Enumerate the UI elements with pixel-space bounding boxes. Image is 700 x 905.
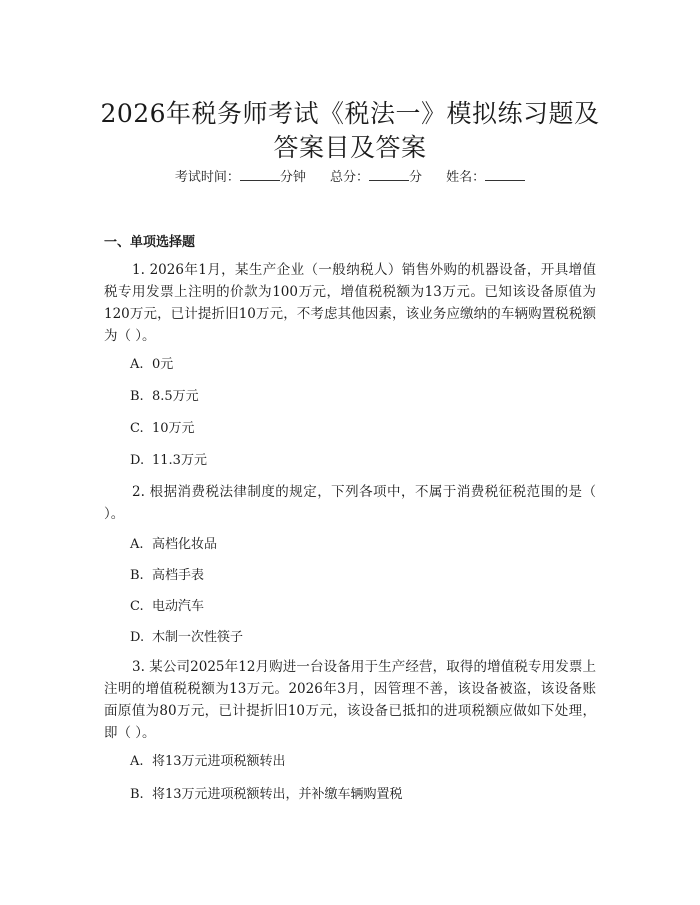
question-1: 1. 2026年1月，某生产企业（一般纳税人）销售外购的机器设备，开具增值税专用发票上注明的价款为100万元，增值税税额为13万元。已知该设备原值为120万元，已计提折旧10万元，不考虑其他因素，该业务应缴纳的车辆购置税税额为（ ）。 [104,262,596,344]
student-name-label: 姓名： [446,170,486,185]
question-1-option-a [130,356,173,374]
total-score-unit: 分 [409,170,423,185]
option-letter: C. [130,599,144,614]
option-letter: A. [130,754,144,769]
option-letter: A. [130,537,144,552]
option-letter: D. [130,630,145,645]
option-text: 0元 [152,357,174,372]
question-2: 2. 根据消费税法律制度的规定，下列各项中，不属于消费税征税范围的是（ ）。 [104,484,596,522]
student-name [446,168,525,187]
exam-time [175,168,306,187]
option-text: 将13万元进项税额转出 [152,754,286,769]
section-title: 一、单项选择题 [104,235,196,250]
question-2-option-b [130,567,204,585]
option-letter: A. [130,357,144,372]
option-letter: B. [130,389,144,404]
option-text: 8.5万元 [152,389,199,404]
student-name-blank [485,168,525,181]
exam-time-blank [240,168,280,181]
option-letter: B. [130,568,144,583]
question-3-option-a [130,753,286,771]
question-1-option-c [130,420,195,438]
option-text: 11.3万元 [152,453,207,468]
exam-meta [0,168,700,187]
option-text: 高档化妆品 [152,537,218,552]
option-text: 10万元 [152,421,195,436]
option-text: 木制一次性筷子 [152,630,244,645]
question-2-option-a [130,536,217,554]
total-score-label: 总分： [329,170,369,185]
question-1-option-d [130,452,207,470]
question-1-option-b [130,388,199,406]
option-letter: C. [130,421,144,436]
exam-time-unit: 分钟 [279,170,306,185]
page-title [60,97,640,165]
option-text: 将13万元进项税额转出，并补缴车辆购置税 [152,787,403,802]
question-2-option-c [130,598,204,616]
option-text: 高档手表 [152,568,205,583]
option-letter: B. [130,787,144,802]
option-text: 电动汽车 [152,599,205,614]
title-line-1: 2026年税务师考试《税法一》模拟练习题及 [100,98,600,128]
question-3-option-b [130,786,403,804]
total-score-blank [369,168,409,181]
total-score [330,168,422,187]
option-letter: D. [130,453,145,468]
question-3: 3. 某公司2025年12月购进一台设备用于生产经营，取得的增值税专用发票上注明的增值税税额为13万元。2026年3月，因管理不善，该设备被盗，该设备账面原值为80万元，已计提折旧10万元，该设备已抵扣的进项税额应做如下处理，即（ ）。 [104,659,596,741]
title-line-2: 答案目及答案 [273,132,427,162]
question-2-option-d [130,629,243,647]
exam-time-label: 考试时间： [174,170,240,185]
